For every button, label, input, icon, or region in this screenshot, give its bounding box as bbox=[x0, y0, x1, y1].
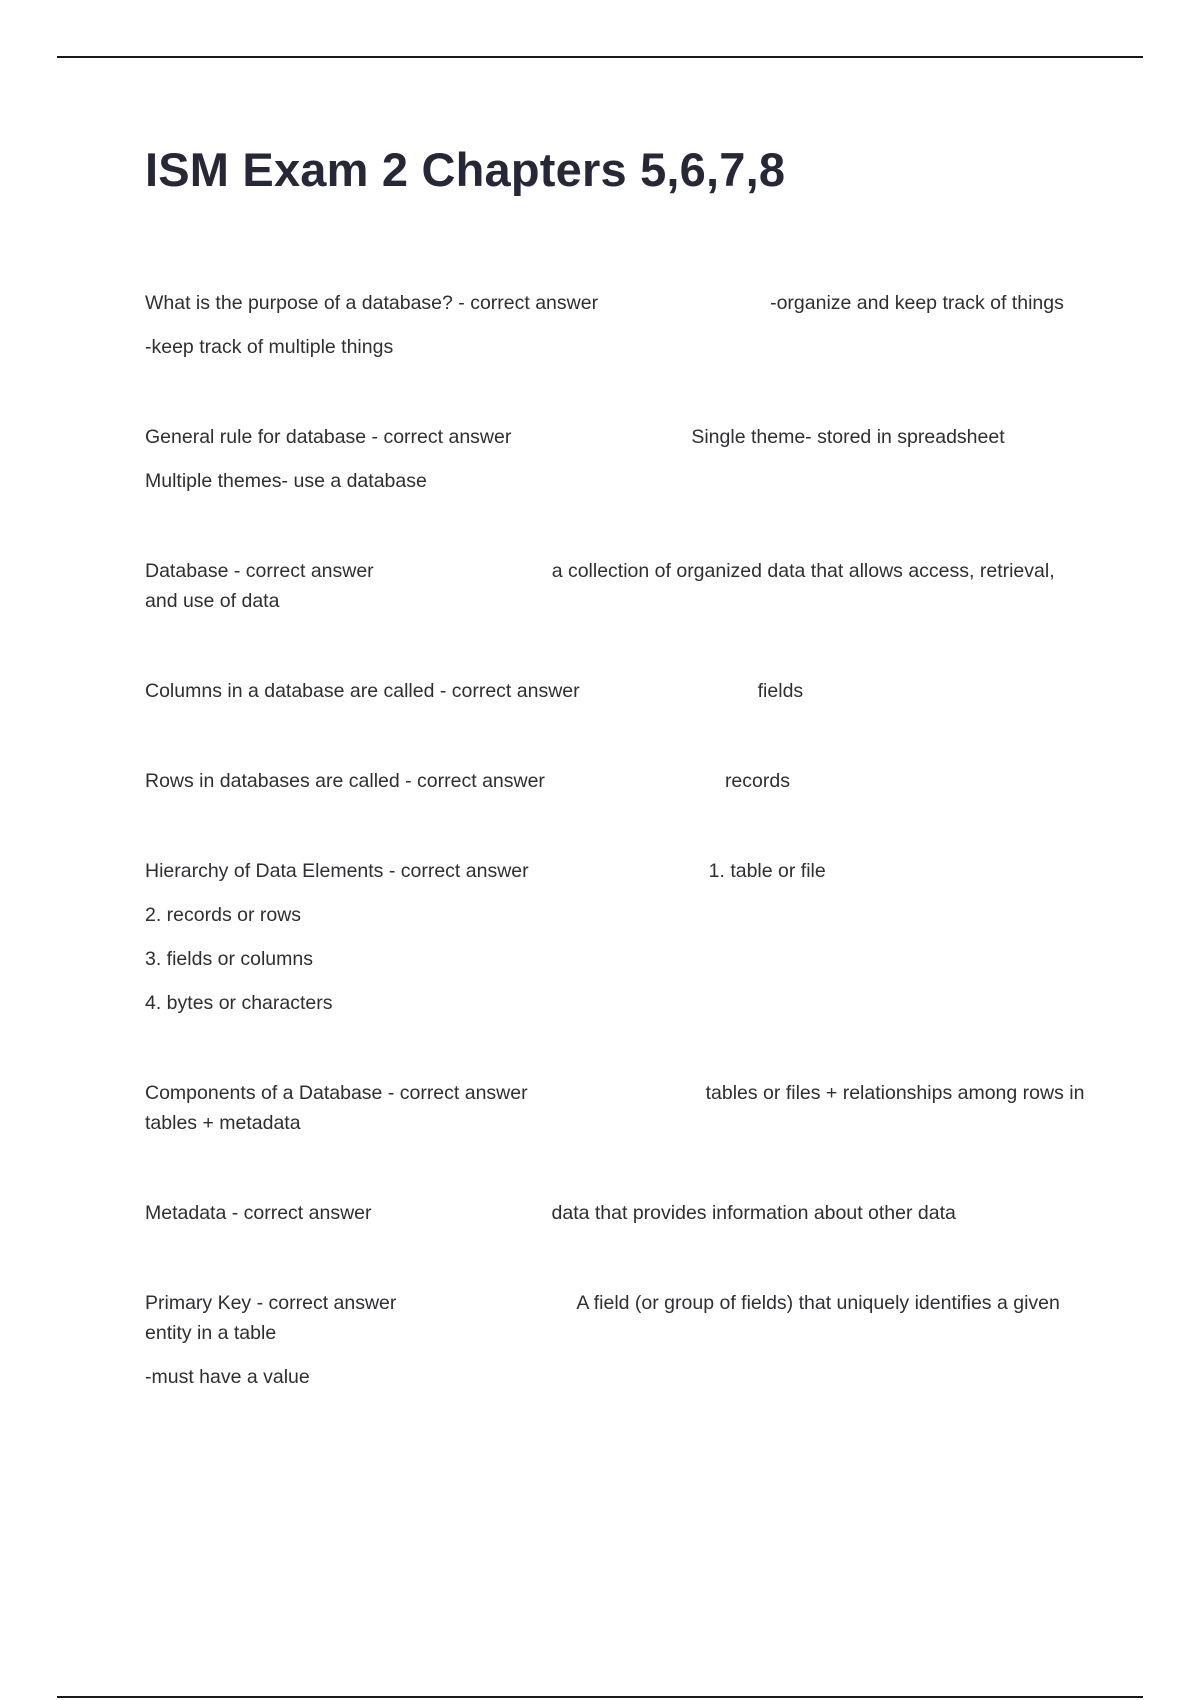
card-answer: 1. table or file bbox=[708, 860, 826, 882]
card-1 bbox=[145, 288, 1085, 362]
bottom-rule bbox=[57, 1696, 1143, 1698]
card-question: Rows in databases are called - correct answer bbox=[145, 770, 545, 792]
card-question: What is the purpose of a database? - correct answer bbox=[145, 292, 599, 314]
card-answer: a collection of organized data that allows access, retrieval, and use of data bbox=[145, 560, 1055, 612]
top-rule bbox=[57, 56, 1143, 58]
card-question: Hierarchy of Data Elements - correct answer bbox=[145, 860, 529, 882]
card-main-line bbox=[145, 1198, 1085, 1228]
card-main-line bbox=[145, 1288, 1085, 1348]
card-9 bbox=[145, 1288, 1085, 1392]
card-main-line bbox=[145, 288, 1085, 318]
page-title: ISM Exam 2 Chapters 5,6,7,8 bbox=[145, 143, 786, 196]
card-7 bbox=[145, 1078, 1085, 1138]
card-3 bbox=[145, 556, 1085, 616]
card-extra-line: Multiple themes- use a database bbox=[145, 470, 427, 492]
card-extra-line: -must have a value bbox=[145, 1366, 310, 1388]
card-question: Components of a Database - correct answer bbox=[145, 1082, 528, 1104]
card-extra-line: 3. fields or columns bbox=[145, 948, 313, 970]
card-6 bbox=[145, 856, 1085, 1018]
card-extra-line: -keep track of multiple things bbox=[145, 336, 394, 358]
card-8 bbox=[145, 1198, 1085, 1228]
card-4 bbox=[145, 676, 1085, 706]
card-main-line bbox=[145, 856, 1085, 886]
card-answer: records bbox=[724, 770, 790, 792]
card-answer: data that provides information about other data bbox=[551, 1202, 956, 1224]
card-extra-line: 2. records or rows bbox=[145, 904, 302, 926]
card-question: Metadata - correct answer bbox=[145, 1202, 372, 1224]
card-extra-line: 4. bytes or characters bbox=[145, 992, 333, 1014]
card-main-line bbox=[145, 676, 1085, 706]
card-main-line bbox=[145, 556, 1085, 616]
card-main-line bbox=[145, 1078, 1085, 1138]
card-question: Columns in a database are called - correct answer bbox=[145, 680, 580, 702]
card-question: General rule for database - correct answer bbox=[145, 426, 512, 448]
flashcard-list bbox=[145, 288, 1085, 1452]
card-answer: -organize and keep track of things bbox=[770, 292, 1064, 314]
card-answer: A field (or group of fields) that uniquely identifies a given entity in a table bbox=[145, 1292, 1060, 1344]
card-answer: tables or files + relationships among rows in tables + metadata bbox=[145, 1082, 1085, 1134]
card-5 bbox=[145, 766, 1085, 796]
card-answer: fields bbox=[757, 680, 804, 702]
card-question: Database - correct answer bbox=[145, 560, 374, 582]
card-main-line bbox=[145, 766, 1085, 796]
card-question: Primary Key - correct answer bbox=[145, 1292, 397, 1314]
card-answer: Single theme- stored in spreadsheet bbox=[691, 426, 1005, 448]
card-main-line bbox=[145, 422, 1085, 452]
card-2 bbox=[145, 422, 1085, 496]
